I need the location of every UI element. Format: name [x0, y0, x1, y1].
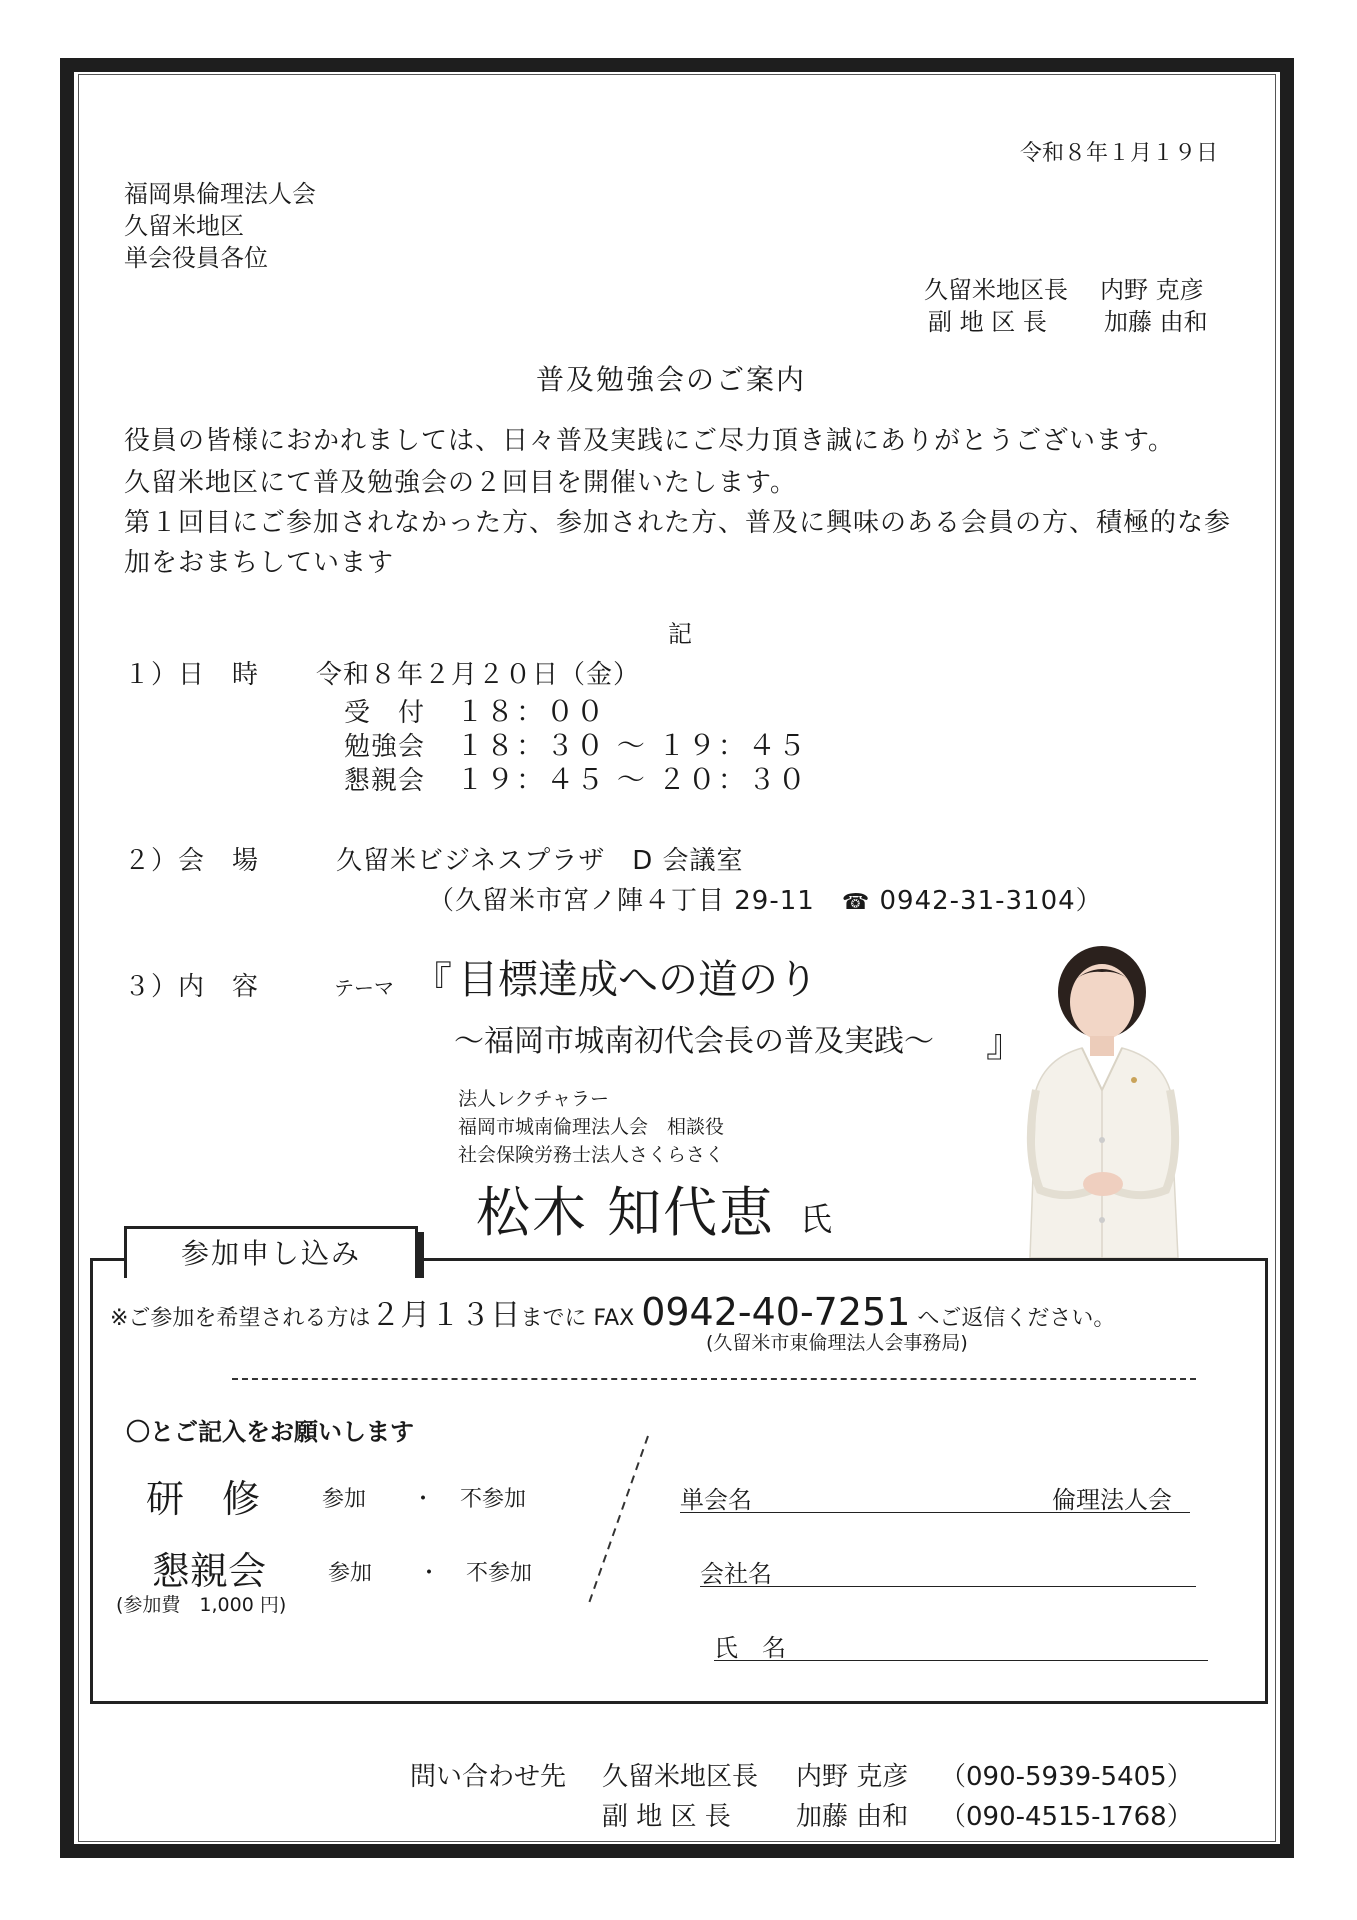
sender-2-name: 加藤 由和 — [1104, 308, 1208, 336]
office-name: (久留米市東倫理法人会事務局) — [706, 1332, 968, 1354]
deadline: ２月１３日 — [370, 1298, 521, 1333]
contact-1-title: 久留米地区長 — [602, 1762, 759, 1792]
venue-phone: 0942-31-3104） — [870, 886, 1103, 916]
contact-label: 問い合わせ先 — [410, 1762, 567, 1792]
party-absent[interactable]: 不参加 — [466, 1561, 533, 1586]
party-fee-note: (参加費 1,000 円) — [116, 1594, 287, 1616]
theme-label: テーマ — [334, 976, 394, 1000]
party-attend[interactable]: 参加 — [328, 1561, 373, 1586]
notice-post: へご返信ください。 — [910, 1306, 1116, 1331]
tab-shadow — [418, 1232, 424, 1278]
training-attend[interactable]: 参加 — [322, 1487, 367, 1512]
sender-1-title: 久留米地区長 — [924, 276, 1068, 304]
unit-field-line[interactable] — [680, 1512, 1190, 1513]
recipient-line-2: 久留米地区 — [124, 212, 244, 240]
schedule-time: １９：４５ ～ ２０：３０ — [456, 763, 808, 796]
notice-mid: までに FAX — [520, 1306, 642, 1331]
training-absent[interactable]: 不参加 — [460, 1487, 527, 1512]
issue-date: 令和８年１月１９日 — [1020, 141, 1219, 166]
recipient-line-3: 単会役員各位 — [124, 244, 268, 272]
contact-1-phone: （090-5939-5405） — [940, 1762, 1193, 1792]
speaker-title-3: 社会保険労務士法人さくらさく — [458, 1144, 725, 1166]
notice-pre: ※ご参加を希望される方は — [110, 1306, 371, 1331]
name-field-line[interactable] — [714, 1660, 1208, 1661]
contact-1-name: 内野 克彦 — [796, 1762, 909, 1792]
speaker-title-1: 法人レクチャラー — [458, 1088, 610, 1110]
item2-label: ２）会 場 — [124, 846, 260, 876]
ki-mark: 記 — [668, 620, 692, 648]
schedule-time: １８：３０ ～ １９：４５ — [456, 729, 808, 762]
item3-label: ３）内 容 — [124, 972, 260, 1002]
unit-field-suffix: 倫理法人会 — [1052, 1486, 1172, 1514]
sender-1-name: 内野 克彦 — [1100, 276, 1204, 304]
diagonal-divider — [580, 1432, 660, 1610]
item1-label: １）日 時 — [124, 660, 260, 690]
schedule-name: 懇親会 — [344, 766, 426, 796]
theme-subtitle: ～福岡市城南初代会長の普及実践～ — [454, 1024, 934, 1059]
separator — [232, 1378, 1196, 1380]
venue-address — [428, 880, 1103, 917]
speaker-title-2: 福岡市城南倫理法人会 相談役 — [458, 1116, 725, 1138]
body-line-1: 役員の皆様におかれましては、日々普及実践にご尽力頂き誠にありがとうございます。 — [124, 426, 1175, 456]
unit-field-label: 単会名 — [680, 1486, 752, 1514]
venue-name: 久留米ビジネスプラザ D 会議室 — [336, 846, 744, 876]
address-text: （久留米市宮ノ陣４丁目 29-11 — [428, 886, 842, 916]
party-label: 懇親会 — [152, 1549, 267, 1593]
item1-date: 令和８年２月２０日（金） — [316, 660, 641, 690]
schedule-name: 勉強会 — [344, 732, 426, 762]
form-instruction: 〇とご記入をお願いします — [126, 1418, 414, 1446]
recipient-line-1: 福岡県倫理法人会 — [124, 180, 316, 208]
training-label: 研 修 — [146, 1477, 261, 1521]
company-field-label: 会社名 — [700, 1560, 772, 1588]
application-tab: 参加申し込み — [124, 1226, 418, 1278]
name-field-label: 氏 名 — [714, 1634, 786, 1662]
contact-2-phone: （090-4515-1768） — [940, 1802, 1193, 1832]
schedule-name: 受 付 — [344, 698, 426, 728]
theme-open-bracket: 『 — [412, 959, 452, 1005]
phone-icon: ☎ — [841, 890, 871, 915]
theme-title: 目標達成への道のり — [458, 957, 818, 1003]
contact-2-title: 副 地 区 長 — [602, 1802, 731, 1832]
sender-2-title: 副 地 区 長 — [928, 308, 1047, 336]
speaker-name: 松木 知代恵 — [476, 1181, 776, 1244]
fax-number: 0942-40-7251 — [641, 1290, 911, 1334]
separator-dot: ・ — [412, 1487, 435, 1512]
body-line-2: 久留米地区にて普及勉強会の２回目を開催いたします。 — [124, 468, 797, 498]
speaker-photo — [1010, 940, 1195, 1258]
speaker-honorific: 氏 — [800, 1200, 833, 1238]
theme-close-bracket: 』 — [986, 1021, 1025, 1065]
contact-2-name: 加藤 由和 — [796, 1802, 909, 1832]
separator-dot: ・ — [418, 1561, 441, 1586]
body-line-3: 第１回目にご参加されなかった方、参加された方、普及に興味のある会員の方、積極的な参 — [124, 508, 1232, 538]
company-field-line[interactable] — [700, 1586, 1196, 1587]
document-title: 普及勉強会のご案内 — [536, 363, 807, 396]
body-line-4: 加をおまちしています — [124, 548, 395, 578]
schedule-time: １８：００ — [456, 695, 607, 728]
